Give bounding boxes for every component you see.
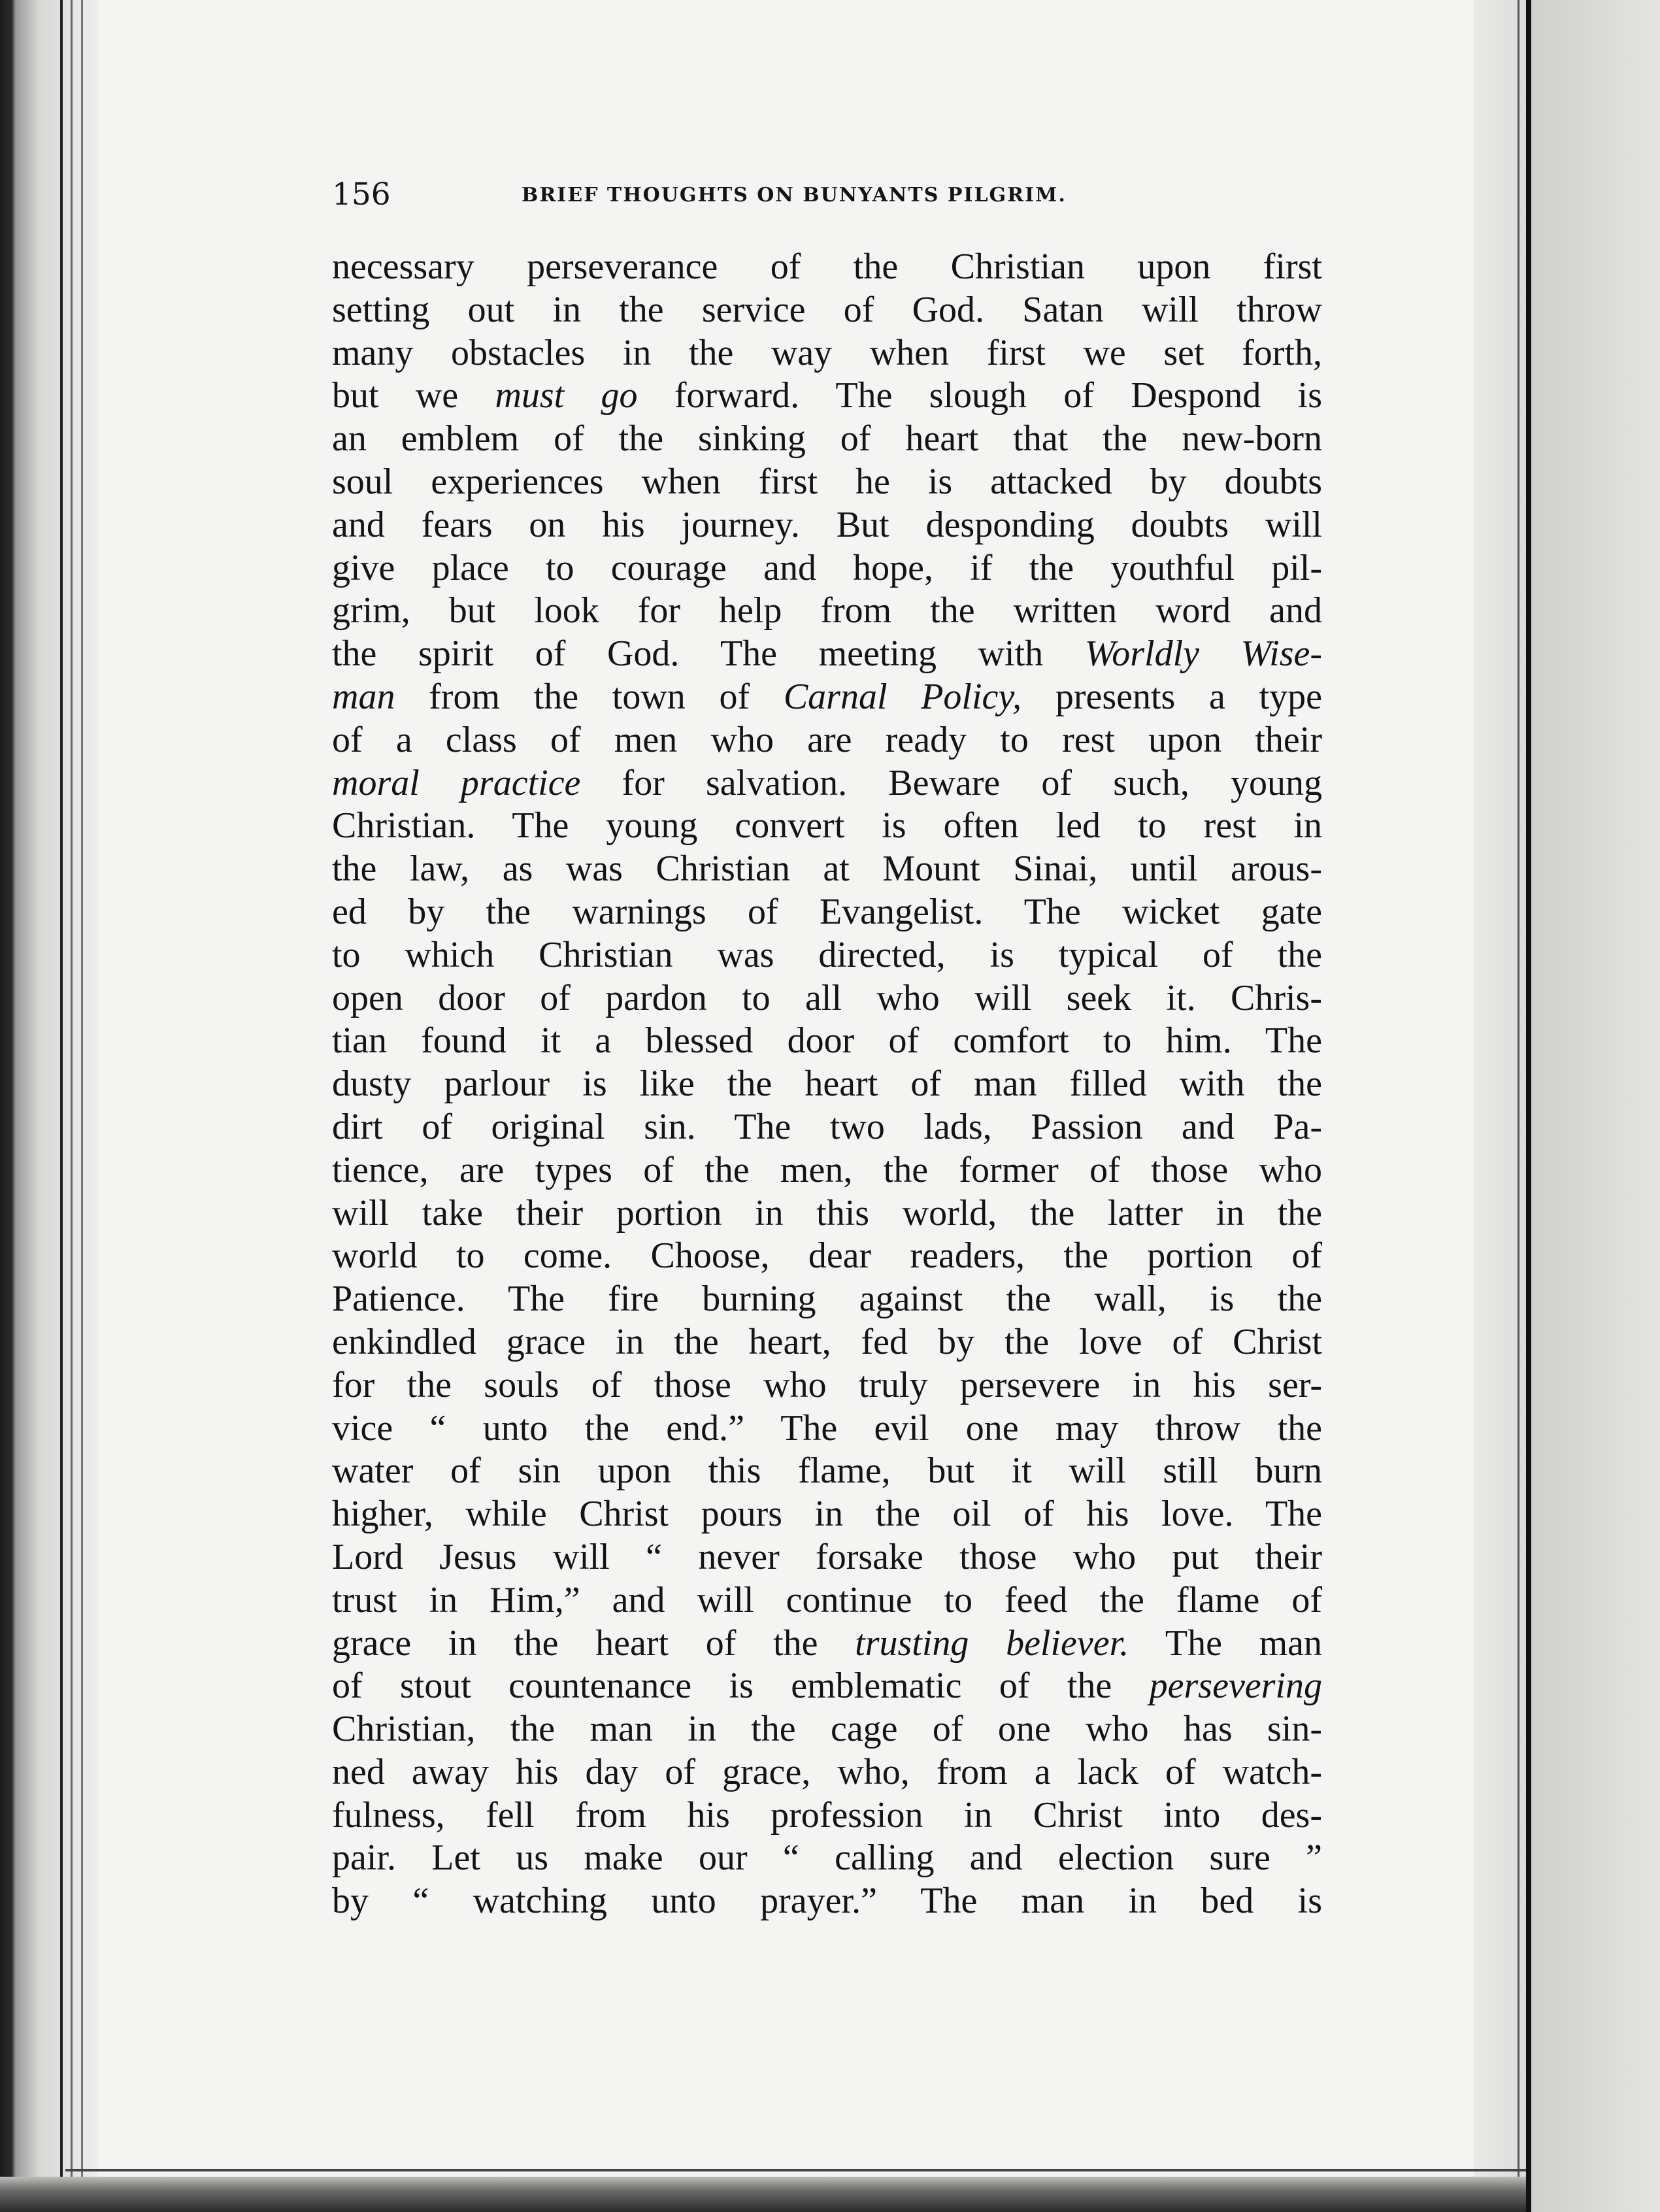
text-segment: pair. Let us make our “ calling and election sure ” bbox=[332, 1837, 1322, 1879]
text-segment: tian found it a blessed door of comfort to him. The bbox=[332, 1020, 1322, 1062]
text-segment: the spirit of God. The meeting with bbox=[332, 633, 1085, 675]
text-line bbox=[332, 1106, 1322, 1149]
text-segment: presents a type bbox=[1021, 676, 1322, 717]
text-line bbox=[332, 1536, 1322, 1579]
text-segment: will take their portion in this world, the latter in the bbox=[332, 1192, 1322, 1233]
text-segment: Christian. The young convert is often led to rest in bbox=[332, 805, 1322, 846]
text-segment: Patience. The fire burning against the wall, is the bbox=[332, 1279, 1322, 1320]
text-segment: tience, are types of the men, the former of those who bbox=[332, 1149, 1322, 1190]
text-line bbox=[332, 1321, 1322, 1364]
text-line bbox=[332, 289, 1322, 332]
italic-text: must go bbox=[495, 375, 638, 416]
text-line bbox=[332, 977, 1322, 1020]
text-segment: water of sin upon this flame, but it will still burn bbox=[332, 1450, 1322, 1492]
text-segment: and fears on his journey. But desponding doubts will bbox=[332, 504, 1322, 545]
text-line bbox=[332, 891, 1322, 934]
text-line bbox=[332, 1364, 1322, 1407]
text-segment: open door of pardon to all who will seek it. Chris- bbox=[332, 977, 1322, 1018]
text-segment: from the town of bbox=[395, 676, 784, 717]
text-segment: enkindled grace in the heart, fed by the love of Christ bbox=[332, 1321, 1322, 1362]
text-line bbox=[332, 1149, 1322, 1192]
text-segment: by “ watching unto prayer.” The man in bed is bbox=[332, 1881, 1322, 1922]
text-line bbox=[332, 1192, 1322, 1235]
text-line bbox=[332, 1235, 1322, 1278]
italic-text: persevering bbox=[1149, 1666, 1322, 1707]
text-segment: fulness, fell from his profession in Christ into des- bbox=[332, 1794, 1322, 1835]
page-edge-line bbox=[81, 0, 83, 2212]
text-segment: for the souls of those who truly persevere in his ser- bbox=[332, 1364, 1322, 1405]
text-line bbox=[332, 590, 1322, 633]
text-line bbox=[332, 1708, 1322, 1751]
text-line bbox=[332, 1751, 1322, 1794]
text-segment: an emblem of the sinking of heart that the new-born bbox=[332, 418, 1322, 460]
body-text bbox=[332, 246, 1322, 1923]
text-line bbox=[332, 1880, 1322, 1923]
page-edge-line bbox=[71, 0, 73, 2212]
text-line bbox=[332, 1622, 1322, 1666]
text-segment: of stout countenance is emblematic of the bbox=[332, 1666, 1150, 1707]
text-line bbox=[332, 1450, 1322, 1493]
text-line bbox=[332, 246, 1322, 289]
text-segment: dirt of original sin. The two lads, Passion and Pa- bbox=[332, 1106, 1322, 1147]
text-segment: trust in Him,” and will continue to feed the flame of bbox=[332, 1579, 1322, 1620]
text-segment: setting out in the service of God. Satan will throw bbox=[332, 289, 1322, 330]
text-segment: world to come. Choose, dear readers, the portion of bbox=[332, 1235, 1322, 1277]
text-segment: ed by the warnings of Evangelist. The wicket gate bbox=[332, 891, 1322, 932]
text-line bbox=[332, 805, 1322, 848]
running-head: BRIEF THOUGHTS ON BUNYANTS PILGRIM. bbox=[522, 184, 1067, 207]
text-segment: Christian, the man in the cage of one who has sin- bbox=[332, 1709, 1322, 1750]
text-line bbox=[332, 633, 1322, 676]
text-line bbox=[332, 1665, 1322, 1708]
italic-text: moral practice bbox=[332, 762, 581, 803]
page-edge-line bbox=[65, 2169, 1526, 2171]
text-segment: many obstacles in the way when first we set forth, bbox=[332, 332, 1322, 373]
text-segment: grim, but look for help from the written word and bbox=[332, 590, 1322, 631]
binding-shadow bbox=[0, 0, 98, 2212]
text-segment: soul experiences when first he is attacked by doubts bbox=[332, 461, 1322, 502]
italic-text: man bbox=[332, 676, 395, 717]
text-line bbox=[332, 375, 1322, 418]
text-line bbox=[332, 1278, 1322, 1321]
text-segment: of a class of men who are ready to rest upon their bbox=[332, 719, 1322, 760]
text-segment: higher, while Christ pours in the oil of his love. The bbox=[332, 1494, 1322, 1535]
text-line bbox=[332, 418, 1322, 461]
text-segment: to which Christian was directed, is typical of the bbox=[332, 934, 1322, 975]
text-line bbox=[332, 332, 1322, 375]
text-line bbox=[332, 1579, 1322, 1622]
text-line bbox=[332, 848, 1322, 891]
text-line bbox=[332, 1063, 1322, 1106]
italic-text: Carnal Policy, bbox=[783, 676, 1022, 717]
text-line bbox=[332, 461, 1322, 504]
text-line bbox=[332, 504, 1322, 547]
italic-text: Worldly Wise- bbox=[1084, 633, 1322, 675]
text-line bbox=[332, 547, 1322, 590]
text-segment: but we bbox=[332, 375, 495, 416]
text-segment: give place to courage and hope, if the youthful pil- bbox=[332, 547, 1322, 588]
text-line bbox=[332, 1407, 1322, 1450]
text-line bbox=[332, 762, 1322, 805]
page-edge-line bbox=[1526, 0, 1531, 2212]
text-line bbox=[332, 1493, 1322, 1536]
text-segment: Lord Jesus will “ never forsake those who put their bbox=[332, 1536, 1322, 1577]
text-line bbox=[332, 934, 1322, 977]
text-line bbox=[332, 1794, 1322, 1837]
page-edge-line bbox=[60, 0, 63, 2212]
text-segment: dusty parlour is like the heart of man filled with the bbox=[332, 1064, 1322, 1105]
page-header bbox=[332, 175, 1322, 214]
text-segment: The man bbox=[1129, 1622, 1323, 1664]
text-segment: necessary perseverance of the Christian upon first bbox=[332, 246, 1322, 287]
text-segment: forward. The slough of Despond is bbox=[637, 375, 1323, 416]
page-edge-line bbox=[1518, 0, 1519, 2212]
next-page-edge bbox=[1531, 0, 1660, 2212]
text-segment: the law, as was Christian at Mount Sinai, until arous- bbox=[332, 848, 1322, 890]
text-line bbox=[332, 1837, 1322, 1880]
text-line bbox=[332, 676, 1322, 719]
text-segment: ned away his day of grace, who, from a lack of watch- bbox=[332, 1751, 1322, 1792]
text-segment: for salvation. Beware of such, young bbox=[580, 762, 1322, 803]
text-segment: vice “ unto the end.” The evil one may throw the bbox=[332, 1407, 1322, 1449]
text-segment: grace in the heart of the bbox=[332, 1622, 855, 1664]
bottom-page-edge bbox=[0, 2177, 1526, 2212]
page-number: 156 bbox=[332, 176, 391, 212]
text-line bbox=[332, 1020, 1322, 1063]
italic-text: trusting believer. bbox=[855, 1622, 1129, 1664]
text-line bbox=[332, 719, 1322, 762]
